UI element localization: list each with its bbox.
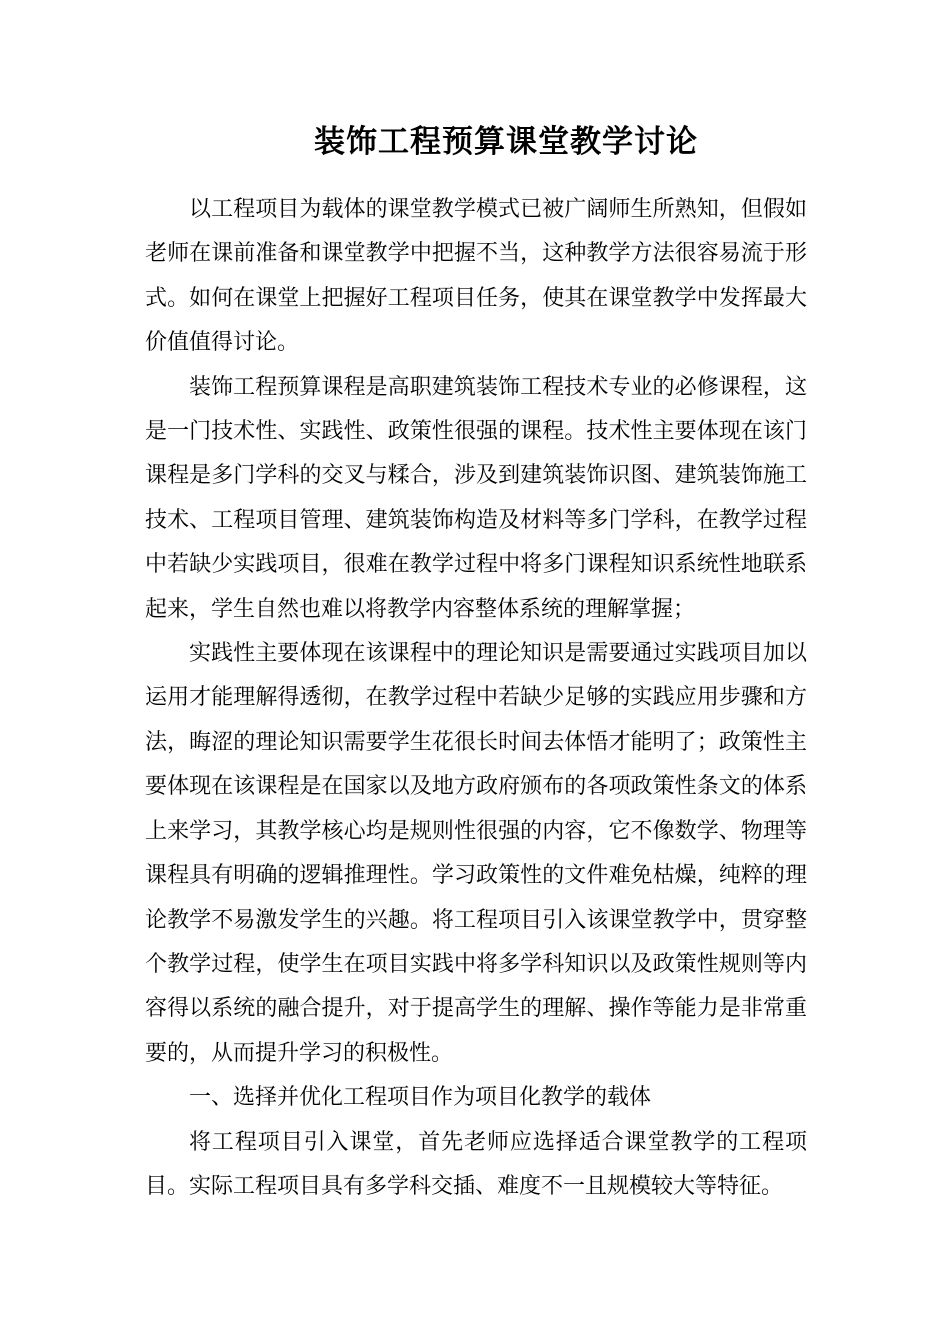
section-heading-1: 一、选择并优化工程项目作为项目化教学的载体 xyxy=(189,1085,652,1111)
paragraph-project-selection: 将工程项目引入课堂，首先老师应选择适合课堂教学的工程项目。实际工程项目具有多学科交插、难度不一且规模较大等特征。 xyxy=(145,1129,807,1199)
document-title: 装饰工程预算课堂教学讨论 xyxy=(314,124,698,160)
paragraph-course-nature: 装饰工程预算课程是高职建筑装饰工程技术专业的必修课程，这是一门技术性、实践性、政策性很强的课程。技术性主要体现在该门课程是多门学科的交叉与糅合，涉及到建筑装饰识图、建筑装饰施工技术、工程项目管理、建筑装饰构造及材料等多门学科，在教学过程中若缺少实践项目，很难在教学过程中将多门课程知识系统性地联系起来，学生自然也难以将教学内容整体系统的理解掌握； xyxy=(145,374,807,622)
paragraph-practice-policy: 实践性主要体现在该课程中的理论知识是需要通过实践项目加以运用才能理解得透彻，在教学过程中若缺少足够的实践应用步骤和方法，晦涩的理论知识需要学生花很长时间去体悟才能明了；政策性主要体现在该课程是在国家以及地方政府颁布的各项政策性条文的体系上来学习，其教学核心均是规则性很强的内容，它不像数学、物理等课程具有明确的逻辑推理性。学习政策性的文件难免枯燥，纯粹的理论教学不易激发学生的兴趣。将工程项目引入该课堂教学中，贯穿整个教学过程，使学生在项目实践中将多学科知识以及政策性规则等内容得以系统的融合提升，对于提高学生的理解、操作等能力是非常重要的，从而提升学习的积极性。 xyxy=(145,641,807,1066)
document-page xyxy=(145,118,807,1209)
paragraph-intro: 以工程项目为载体的课堂教学模式已被广阔师生所熟知，但假如老师在课前准备和课堂教学中把握不当，这种教学方法很容易流于形式。如何在课堂上把握好工程项目任务，使其在课堂教学中发挥最大价值值得讨论。 xyxy=(145,197,807,356)
